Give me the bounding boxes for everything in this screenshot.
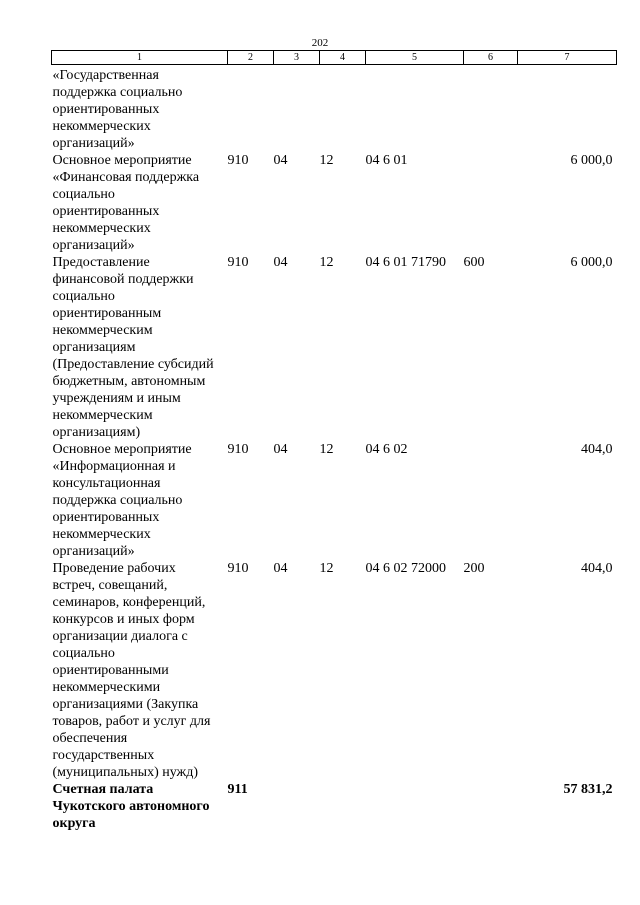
column-header: 1 [52,51,228,65]
column-header: 6 [464,51,518,65]
amount: 57 831,2 [563,782,613,797]
row-name: Основное мероприятие «Информационная и консультационная поддержка социально ориентированных некоммерческих организаций» [52,442,192,559]
column-header: 4 [320,51,366,65]
ministry-code: 910 [227,561,249,576]
ministry-code: 911 [227,782,248,797]
table-row [52,560,617,781]
table-row [52,65,617,153]
target-code [366,781,464,832]
subsection-code: 12 [319,255,334,270]
expense-type-code [464,152,518,254]
target-code [366,65,464,153]
row-name: Проведение рабочих встреч, совещаний, семинаров, конференций, конкурсов и иных форм организации диалога с социально ориентированными некоммерческими организациями (Закупка товаров, работ и услуг для обеспечения государственных (муниципальных) нужд) [52,561,211,780]
target-code: 04 6 01 71790 [365,255,446,270]
expense-type-code [464,65,518,153]
subsection-code [320,781,366,832]
row-name: «Государственная поддержка социально ориентированных некоммерческих организаций» [52,68,183,151]
section-code [274,781,320,832]
table-body [52,65,617,833]
section-code: 04 [273,153,288,168]
ministry-code: 910 [227,153,249,168]
section-code [274,65,320,153]
expense-type-code: 600 [463,255,485,270]
column-header: 5 [366,51,464,65]
table-header [52,51,617,65]
subsection-code: 12 [319,561,334,576]
column-header: 2 [228,51,274,65]
amount: 6 000,0 [570,255,613,270]
table-row [52,441,617,560]
amount [518,65,617,153]
section-code: 04 [273,255,288,270]
expense-type-code: 200 [463,561,485,576]
ministry-code: 910 [227,442,249,457]
amount: 6 000,0 [570,153,613,168]
subsection-code [320,65,366,153]
target-code: 04 6 02 72000 [365,561,446,576]
section-code: 04 [273,442,288,457]
table-row [52,781,617,832]
amount: 404,0 [581,442,613,457]
budget-table [51,50,617,832]
row-name: Основное мероприятие «Финансовая поддержка социально ориентированных некоммерческих организаций» [52,153,200,253]
section-code: 04 [273,561,288,576]
table-row [52,152,617,254]
ministry-code [228,65,274,153]
target-code: 04 6 01 [365,153,408,168]
page-number: 202 [311,37,329,49]
expense-type-code [464,781,518,832]
row-name: Счетная палата Чукотского автономного округа [52,782,210,831]
table-row [52,254,617,441]
subsection-code: 12 [319,153,334,168]
column-header: 3 [274,51,320,65]
expense-type-code [464,441,518,560]
ministry-code: 910 [227,255,249,270]
header-row [52,51,617,65]
target-code: 04 6 02 [365,442,408,457]
column-header: 7 [518,51,617,65]
amount: 404,0 [581,561,613,576]
row-name: Предоставление финансовой поддержки социально ориентированным некоммерческим организациям (Предоставление субсидий бюджетным, автономным учреждениям и иным некоммерческим организациям) [52,255,214,440]
subsection-code: 12 [319,442,334,457]
